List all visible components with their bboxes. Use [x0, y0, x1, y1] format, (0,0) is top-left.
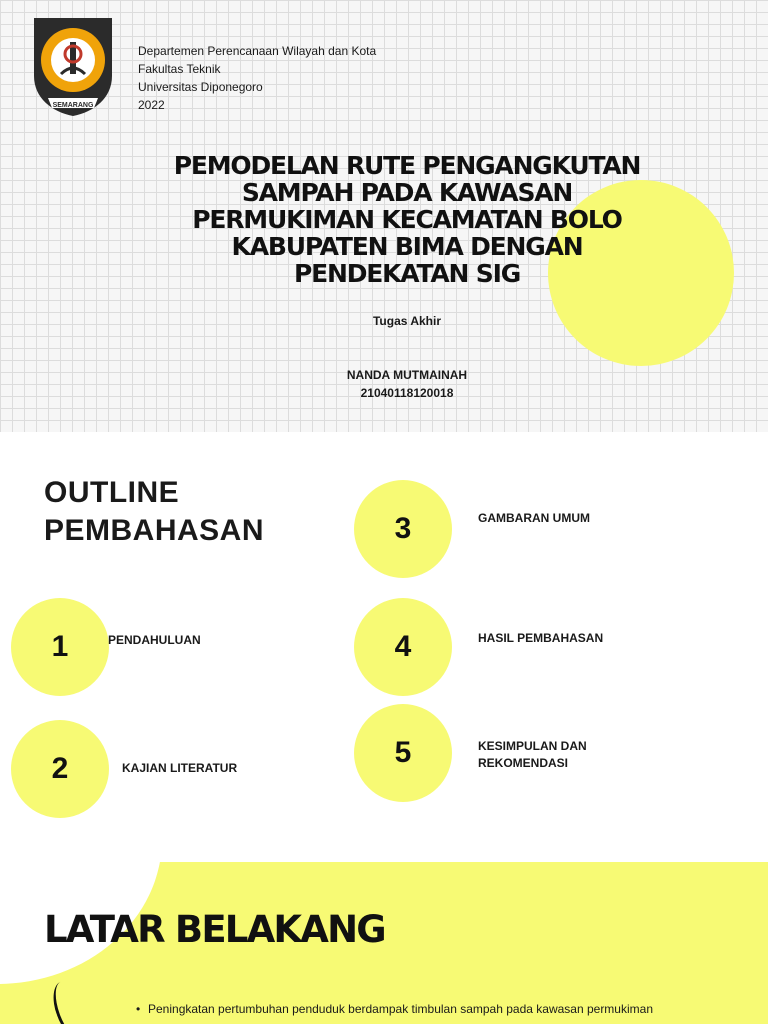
document-type: Tugas Akhir [372, 314, 441, 328]
university-name: Universitas Diponegoro [138, 80, 263, 94]
outline-number-5: 5 [354, 704, 452, 802]
seal-bottom-text: SEMARANG [52, 102, 94, 109]
section-heading: LATAR BELAKANG [44, 908, 385, 951]
background-slide [0, 862, 768, 1024]
outline-number-3: 3 [354, 480, 452, 578]
outline-heading-line: PEMBAHASAN [44, 514, 265, 547]
outline-item-line: KESIMPULAN DAN [478, 739, 587, 753]
author-block [0, 366, 768, 402]
outline-number-2: 2 [11, 720, 109, 818]
department-name: Departemen Perencanaan Wilayah dan Kota [138, 44, 377, 58]
thesis-title [100, 152, 714, 287]
outline-heading [44, 474, 264, 550]
title-line: PENDEKATAN SIG [293, 259, 521, 288]
title-line: SAMPAH PADA KAWASAN [241, 178, 573, 207]
year: 2022 [138, 98, 165, 112]
title-slide [0, 0, 768, 432]
author-name: NANDA MUTMAINAH [346, 368, 468, 382]
outline-item-pendahuluan: PENDAHULUAN [108, 633, 201, 647]
outline-heading-line: OUTLINE [44, 476, 180, 509]
outline-number-1: 1 [11, 598, 109, 696]
title-line: PEMODELAN RUTE PENGANGKUTAN [173, 151, 641, 180]
institution-block [138, 42, 376, 114]
decorative-arc [47, 977, 96, 1024]
bullet-item: • Peningkatan pertumbuhan penduduk berdampak timbulan sampah pada kawasan permukiman [148, 1002, 653, 1016]
outline-item-hasil-pembahasan: HASIL PEMBAHASAN [478, 631, 604, 645]
outline-item-kesimpulan [478, 738, 587, 772]
outline-number-4: 4 [354, 598, 452, 696]
faculty-name: Fakultas Teknik [138, 62, 221, 76]
outline-slide [0, 432, 768, 862]
outline-item-gambaran-umum: GAMBARAN UMUM [478, 511, 590, 525]
title-line: PERMUKIMAN KECAMATAN BOLO [192, 205, 622, 234]
outline-item-kajian-literatur: KAJIAN LITERATUR [122, 761, 238, 775]
title-line: KABUPATEN BIMA DENGAN [231, 232, 583, 261]
outline-item-line: REKOMENDASI [478, 756, 569, 770]
university-seal-icon [28, 14, 118, 118]
author-id: 21040118120018 [360, 386, 454, 400]
